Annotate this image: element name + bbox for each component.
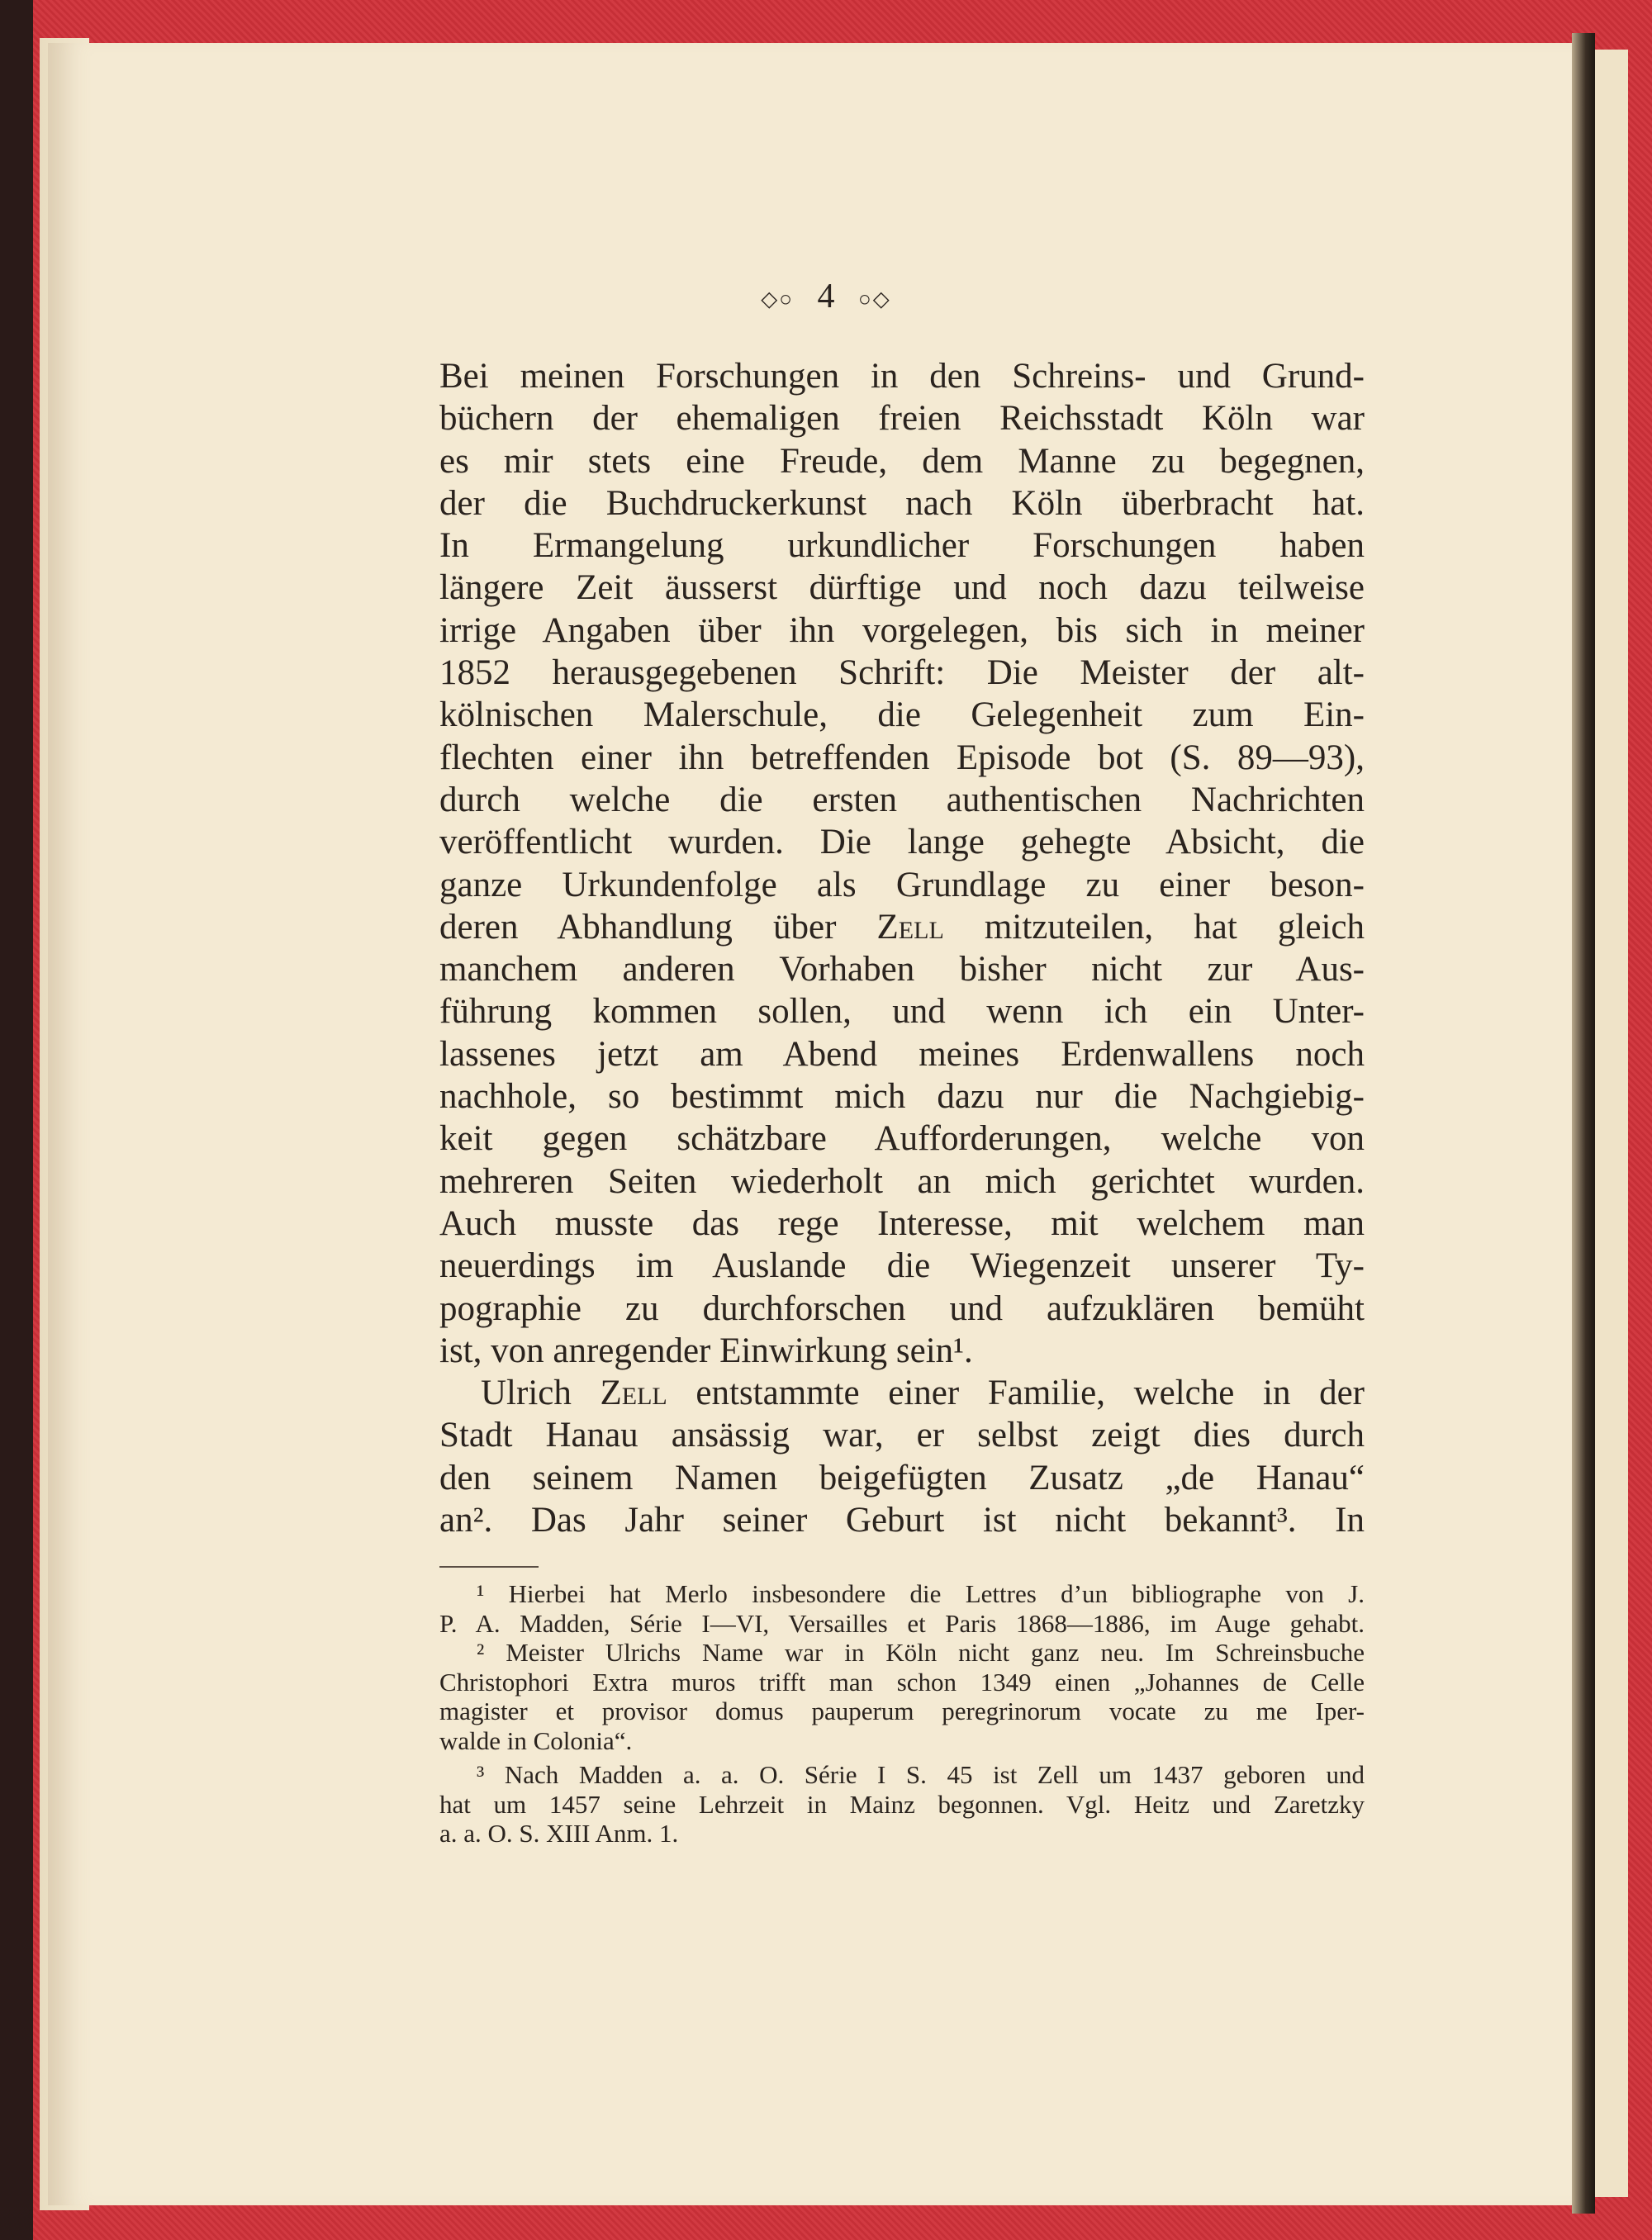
footnote-line: ² Meister Ulrichs Name war in Köln nicht ganz neu. Im Schreinsbuche (477, 1638, 1365, 1667)
body-line: pographie zu durchforschen und aufzuklären bemüht (439, 1288, 1365, 1328)
body-line: längere Zeit äusserst dürftige und noch dazu teilweise (439, 568, 1365, 608)
footnote-line: walde in Colonia“. (439, 1725, 633, 1755)
text-segment: Ulrich (481, 1374, 601, 1413)
footnote-line: ³ Nach Madden a. a. O. Série I S. 45 ist Zell um 1437 geboren und (477, 1760, 1365, 1789)
body-line: Stadt Hanau ansässig war, er selbst zeigt dies durch (439, 1416, 1365, 1455)
body-line: keit gegen schätzbare Aufforderungen, welche von (439, 1119, 1365, 1159)
footnote-line: ¹ Hierbei hat Merlo insbesondere die Lettres d’un bibliographe von J. (477, 1579, 1365, 1608)
body-line (439, 906, 1365, 948)
body-line: Bei meinen Forschungen in den Schreins- und Grund- (439, 357, 1365, 396)
body-line: flechten einer ihn betreffenden Episode bot (S. 89—93), (439, 738, 1365, 777)
footnotes (439, 1579, 1365, 1848)
body-line: irrige Angaben über ihn vorgelegen, bis sich in meiner (439, 610, 1365, 650)
body-line: manchem anderen Vorhaben bisher nicht zur Aus- (439, 950, 1365, 989)
ornament-right-icon: ○◇ (858, 287, 891, 311)
facing-page-edge (1595, 50, 1628, 2197)
text-segment: deren Abhandlung über (439, 907, 877, 947)
body-line: lassenes jetzt am Abend meines Erdenwallens noch (439, 1034, 1365, 1074)
body-line: der die Buchdruckerkunst nach Köln überbracht hat. (439, 483, 1365, 523)
body-line: neuerdings im Auslande die Wiegenzeit unserer Ty- (439, 1246, 1365, 1286)
body-line: an². Das Jahr seiner Geburt ist nicht bekannt³. In (439, 1501, 1365, 1540)
body-line: ganze Urkundenfolge als Grundlage zu einer beson- (439, 865, 1365, 904)
footnote-line: a. a. O. S. XIII Anm. 1. (439, 1819, 679, 1848)
body-line: es mir stets eine Freude, dem Manne zu begegnen, (439, 441, 1365, 481)
body-line: 1852 herausgegebenen Schrift: Die Meister der alt- (439, 653, 1365, 693)
ornament-left-icon: ◇○ (761, 287, 794, 311)
body-line: führung kommen sollen, und wenn ich ein Unter- (439, 992, 1365, 1032)
footnote-line: hat um 1457 seine Lehrzeit in Mainz begonnen. Vgl. Heitz und Zaretzky (439, 1789, 1365, 1819)
body-line: den seinem Namen beigefügten Zusatz „de Hanau“ (439, 1458, 1365, 1497)
page-header (0, 277, 1652, 316)
footnote-line: magister et provisor domus pauperum peregrinorum vocate zu me Iper- (439, 1697, 1365, 1725)
main-text (439, 355, 1365, 1541)
page-number: 4 (817, 278, 835, 316)
footnote-line: P. A. Madden, Série I—VI, Versailles et Paris 1868—1886, im Auge gehabt. (439, 1608, 1365, 1638)
body-line: mehreren Seiten wiederholt an mich gerichtet wurden. (439, 1161, 1365, 1201)
footnote-rule (439, 1566, 539, 1568)
body-line: büchern der ehemaligen freien Reichsstadt Köln war (439, 399, 1365, 439)
small-caps-name: Zell (600, 1374, 667, 1413)
small-caps-name: Zell (876, 907, 944, 947)
body-line: veröffentlicht wurden. Die lange gehegte Absicht, die (439, 823, 1365, 862)
body-line: In Ermangelung urkundlicher Forschungen haben (439, 526, 1365, 566)
body-line: nachhole, so bestimmt mich dazu nur die Nachgiebig- (439, 1077, 1365, 1117)
scan-edge (0, 0, 33, 2240)
body-line: durch welche die ersten authentischen Nachrichten (439, 780, 1365, 819)
body-line: kölnischen Malerschule, die Gelegenheit zum Ein- (439, 695, 1365, 735)
body-line (439, 1372, 1365, 1414)
text-segment: mitzuteilen, hat gleich (943, 907, 1365, 947)
body-line: ist, von anregender Einwirkung sein¹. (439, 1331, 973, 1370)
text-segment: entstammte einer Familie, welche in der (667, 1374, 1365, 1413)
body-line: Auch musste das rege Interesse, mit welchem man (439, 1203, 1365, 1243)
footnote-line: Christophori Extra muros trifft man schon 1349 einen „Johannes de Celle (439, 1667, 1365, 1697)
book-gutter (1572, 33, 1595, 2214)
